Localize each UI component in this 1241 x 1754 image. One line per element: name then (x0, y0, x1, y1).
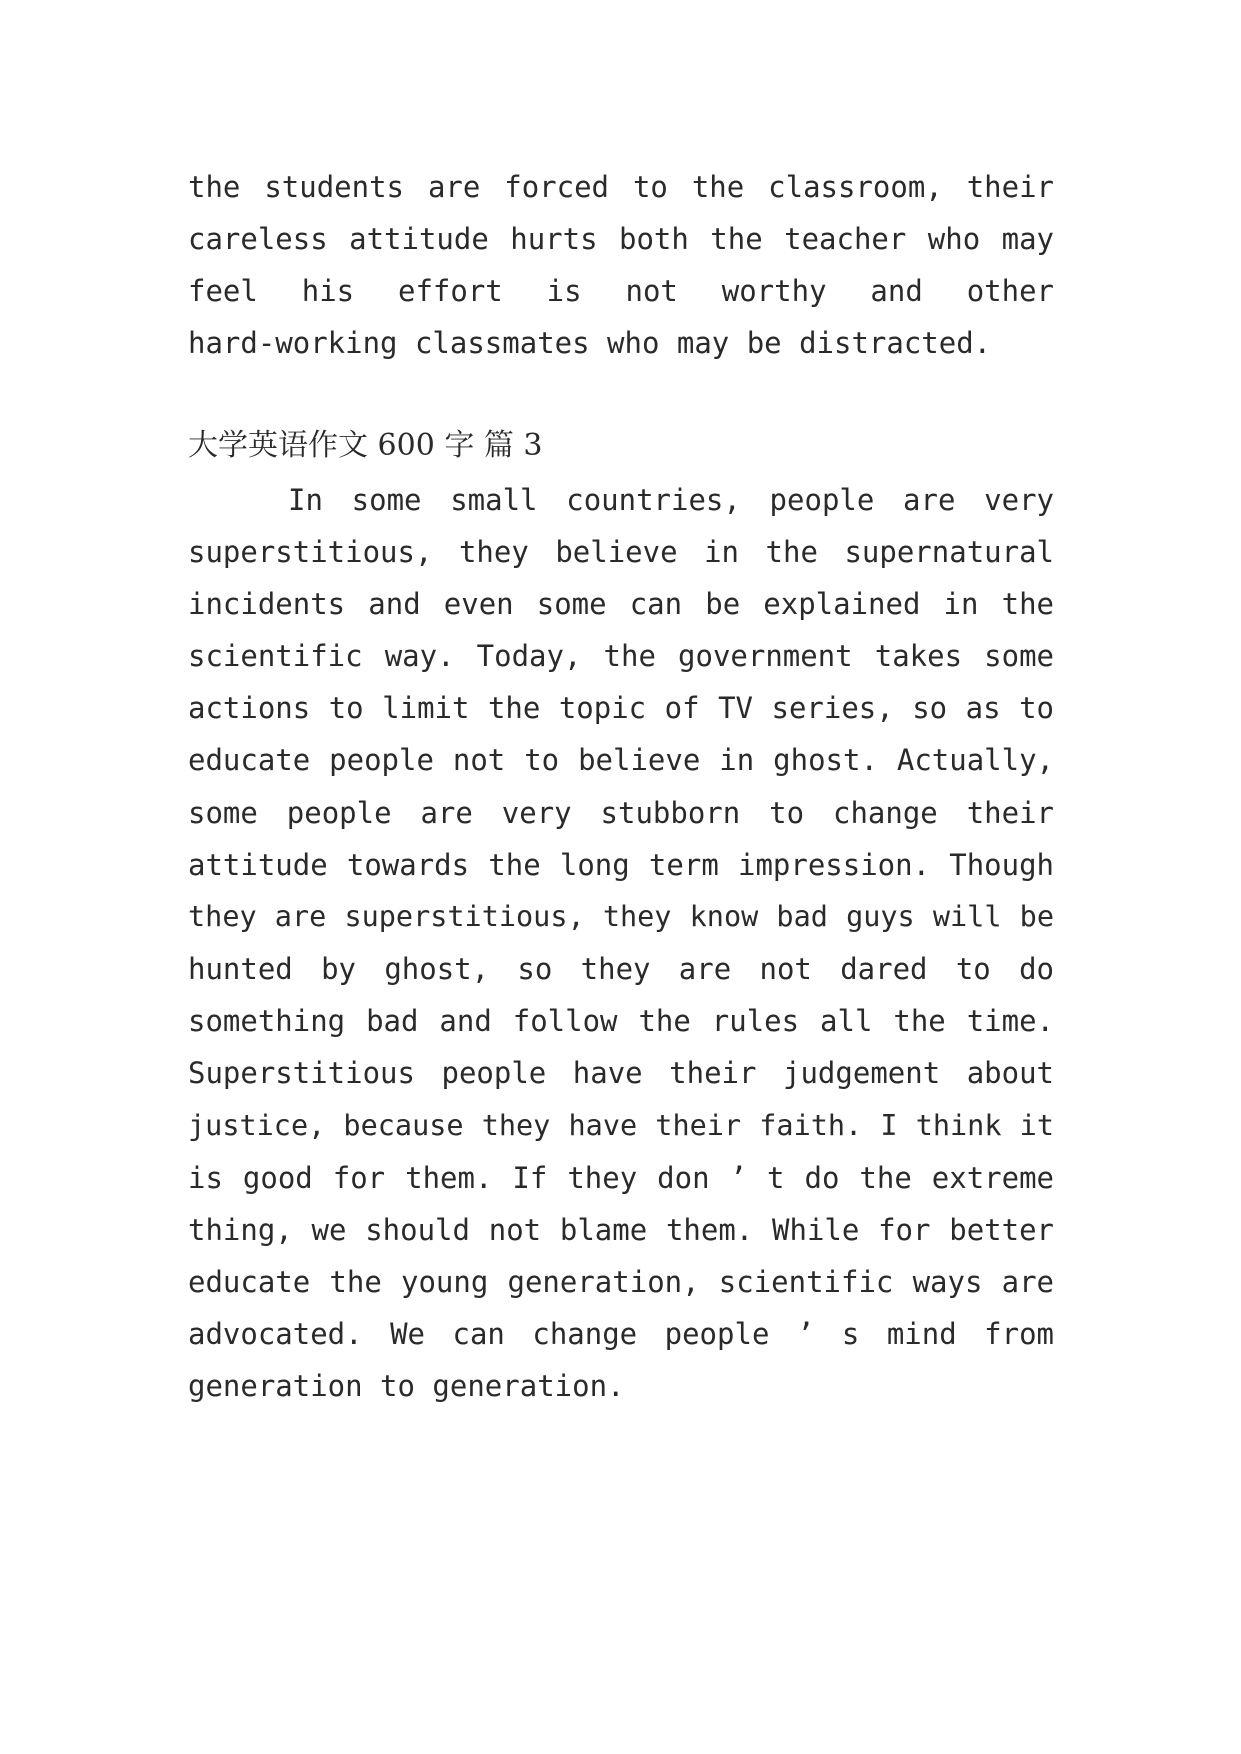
text-line: educate people not to believe in ghost. Actually, (188, 743, 1054, 777)
text-line: hunted by ghost, so they are not dared to do (188, 952, 1054, 986)
text-line: generation to generation. (188, 1369, 625, 1403)
section-heading: 大学英语作文 600 字 篇 3 (188, 428, 543, 463)
text-line: attitude towards the long term impression. Though (188, 848, 1054, 882)
text-line: Superstitious people have their judgement about (188, 1056, 1054, 1090)
text-line: some people are very stubborn to change their (188, 796, 1054, 830)
text-line: hard-working classmates who may be distracted. (188, 326, 992, 360)
text-line: educate the young generation, scientific ways are (188, 1265, 1054, 1299)
text-line: actions to limit the topic of TV series, so as to (188, 691, 1054, 725)
text-line: feel his effort is not worthy and other (188, 274, 1054, 308)
text-line: incidents and even some can be explained in the (188, 587, 1054, 621)
text-line: something bad and follow the rules all the time. (188, 1004, 1054, 1038)
text-line: the students are forced to the classroom, their (188, 170, 1054, 204)
text-line: they are superstitious, they know bad guys will be (188, 900, 1054, 933)
text-line: superstitious, they believe in the supernatural (188, 535, 1054, 569)
text-line: thing, we should not blame them. While for better (188, 1213, 1054, 1247)
text-line: careless attitude hurts both the teacher who may (188, 222, 1054, 256)
text-line: scientific way. Today, the government takes some (188, 639, 1054, 673)
text-line: justice, because they have their faith. I think it (188, 1109, 1054, 1142)
text-line: is good for them. If they don ’ t do the extreme (188, 1161, 1054, 1195)
text-line: advocated. We can change people ’ s mind from (188, 1317, 1054, 1351)
text-line: In some small countries, people are very (288, 483, 1054, 517)
